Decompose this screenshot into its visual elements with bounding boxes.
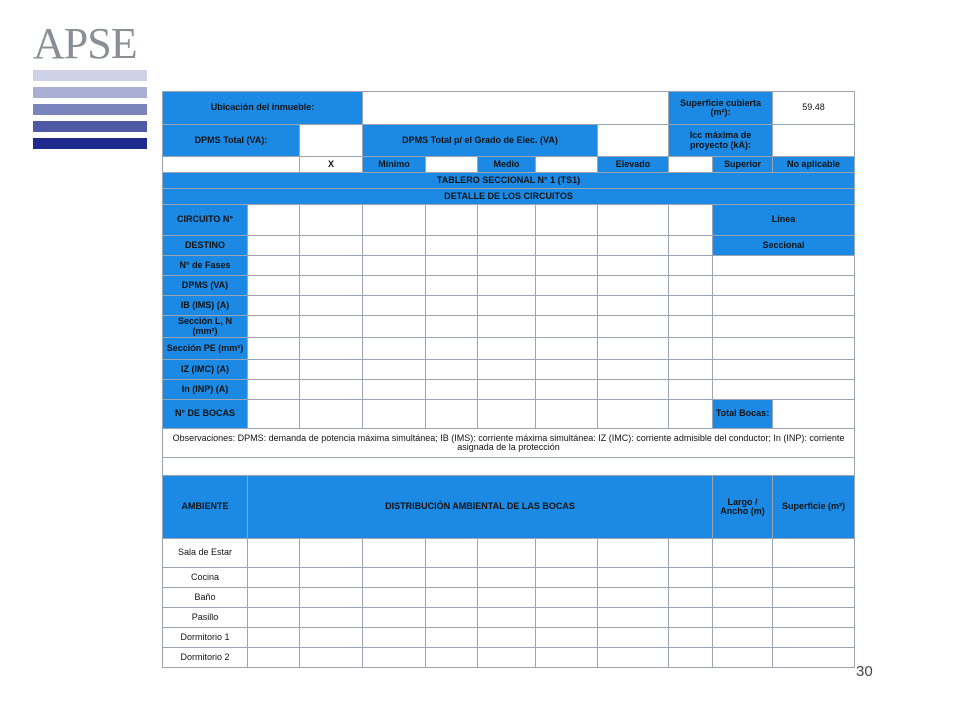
seccion-ln-side-cell[interactable] xyxy=(713,316,855,338)
ambiente-row xyxy=(163,539,855,568)
in-cell[interactable] xyxy=(598,380,669,400)
circuito-cell[interactable] xyxy=(478,205,536,236)
logo-bar-5 xyxy=(33,138,147,149)
row-dpms xyxy=(163,125,855,157)
grado-blank xyxy=(163,157,300,173)
in-cell[interactable] xyxy=(248,380,300,400)
in-cell[interactable] xyxy=(669,380,713,400)
ambiente-label: AMBIENTE xyxy=(163,476,248,539)
linea-label: Línea xyxy=(713,205,855,236)
dpms-grado-field[interactable] xyxy=(598,125,669,157)
bocas-cell[interactable] xyxy=(536,628,598,648)
ambiente-row xyxy=(163,588,855,608)
seccion-ln-cell[interactable] xyxy=(536,316,598,338)
bocas-cell[interactable] xyxy=(426,628,478,648)
in-cell[interactable] xyxy=(426,380,478,400)
row-destino xyxy=(163,236,855,256)
bocas-cell[interactable] xyxy=(536,608,598,628)
seccion-pe-cell[interactable] xyxy=(300,338,363,360)
destino-cell[interactable] xyxy=(248,236,300,256)
seccion-ln-cell[interactable] xyxy=(363,316,426,338)
row-bocas xyxy=(163,400,855,429)
fases-cell[interactable] xyxy=(669,256,713,276)
ib-cell[interactable] xyxy=(363,296,426,316)
bocas-cell[interactable] xyxy=(248,539,300,568)
ib-cell[interactable] xyxy=(300,296,363,316)
destino-cell[interactable] xyxy=(669,236,713,256)
row-ambiente-header xyxy=(163,476,855,539)
bocas-cell[interactable] xyxy=(598,400,669,429)
iz-cell[interactable] xyxy=(363,360,426,380)
spacer-cell xyxy=(163,458,855,476)
circuito-cell[interactable] xyxy=(426,205,478,236)
bocas-cell[interactable] xyxy=(300,539,363,568)
seccion-ln-label: Sección L, N (mm²) xyxy=(163,316,248,338)
distribucion-label: DISTRIBUCIÓN AMBIENTAL DE LAS BOCAS xyxy=(248,476,713,539)
bocas-cell[interactable] xyxy=(248,400,300,429)
superficie-cell[interactable] xyxy=(773,568,855,588)
circuito-cell[interactable] xyxy=(248,205,300,236)
seccion-ln-cell[interactable] xyxy=(300,316,363,338)
largo-ancho-cell[interactable] xyxy=(713,628,773,648)
bocas-cell[interactable] xyxy=(426,539,478,568)
bocas-cell[interactable] xyxy=(300,568,363,588)
row-seccion-pe xyxy=(163,338,855,360)
bocas-cell[interactable] xyxy=(536,648,598,668)
grado-checkbox-medio[interactable] xyxy=(426,157,478,173)
in-cell[interactable] xyxy=(478,380,536,400)
icc-label: Icc máxima de proyecto (kA): xyxy=(669,125,773,157)
iz-cell[interactable] xyxy=(536,360,598,380)
destino-label: DESTINO xyxy=(163,236,248,256)
dpms-va-cell[interactable] xyxy=(363,276,426,296)
row-fases xyxy=(163,256,855,276)
seccion-ln-cell[interactable] xyxy=(426,316,478,338)
bocas-cell[interactable] xyxy=(300,648,363,668)
row-detalle xyxy=(163,189,855,205)
ib-side-cell[interactable] xyxy=(713,296,855,316)
ambiente-row xyxy=(163,628,855,648)
ib-cell[interactable] xyxy=(248,296,300,316)
bocas-cell[interactable] xyxy=(478,648,536,668)
icc-field[interactable] xyxy=(773,125,855,157)
largo-ancho-label: Largo / Ancho (m) xyxy=(713,476,773,539)
seccional-label: Seccional xyxy=(713,236,855,256)
destino-cell[interactable] xyxy=(426,236,478,256)
dpms-va-cell[interactable] xyxy=(598,276,669,296)
fases-cell[interactable] xyxy=(426,256,478,276)
largo-ancho-cell[interactable] xyxy=(713,588,773,608)
observaciones-text: Observaciones: DPMS: demanda de potencia máxima simultánea; IB (IMS): corriente máxima simultánea: IZ (IMC): corriente admisible del conductor; In (INP): corriente asignada de la protección xyxy=(163,429,855,458)
grado-label-superior: Superior xyxy=(713,157,773,173)
circuito-cell[interactable] xyxy=(536,205,598,236)
iz-label: IZ (IMC) (A) xyxy=(163,360,248,380)
seccion-pe-cell[interactable] xyxy=(598,338,669,360)
bocas-cell[interactable] xyxy=(598,588,669,608)
ambiente-name: Dormitorio 1 xyxy=(163,628,248,648)
superficie-cell[interactable] xyxy=(773,588,855,608)
grado-label-no-aplicable: No aplicable xyxy=(773,157,855,173)
ib-cell[interactable] xyxy=(598,296,669,316)
ambiente-row xyxy=(163,608,855,628)
logo-bar-1 xyxy=(33,70,147,81)
in-side-cell[interactable] xyxy=(713,380,855,400)
bocas-cell[interactable] xyxy=(669,628,713,648)
iz-side-cell[interactable] xyxy=(713,360,855,380)
grado-label-medio: Medio xyxy=(478,157,536,173)
largo-ancho-cell[interactable] xyxy=(713,648,773,668)
ib-cell[interactable] xyxy=(669,296,713,316)
bocas-label: N° DE BOCAS xyxy=(163,400,248,429)
superficie-cell[interactable] xyxy=(773,539,855,568)
bocas-cell[interactable] xyxy=(669,539,713,568)
logo-bar-3 xyxy=(33,104,147,115)
ib-cell[interactable] xyxy=(478,296,536,316)
in-cell[interactable] xyxy=(536,380,598,400)
bocas-cell[interactable] xyxy=(598,628,669,648)
total-bocas-label: Total Bocas: xyxy=(713,400,773,429)
bocas-cell[interactable] xyxy=(669,648,713,668)
superficie-cell[interactable] xyxy=(773,628,855,648)
dpms-total-label: DPMS Total (VA): xyxy=(163,125,300,157)
bocas-cell[interactable] xyxy=(478,568,536,588)
largo-ancho-cell[interactable] xyxy=(713,608,773,628)
ambiente-name: Dormitorio 2 xyxy=(163,648,248,668)
bocas-cell[interactable] xyxy=(669,588,713,608)
row-grado xyxy=(163,157,855,173)
ib-label: IB (IMS) (A) xyxy=(163,296,248,316)
seccion-pe-cell[interactable] xyxy=(426,338,478,360)
fases-cell[interactable] xyxy=(536,256,598,276)
seccion-pe-cell[interactable] xyxy=(669,338,713,360)
row-seccion-ln xyxy=(163,316,855,338)
ib-cell[interactable] xyxy=(536,296,598,316)
bocas-cell[interactable] xyxy=(478,608,536,628)
bocas-cell[interactable] xyxy=(669,568,713,588)
destino-cell[interactable] xyxy=(300,236,363,256)
bocas-cell[interactable] xyxy=(478,588,536,608)
dpms-va-cell[interactable] xyxy=(248,276,300,296)
in-cell[interactable] xyxy=(300,380,363,400)
ib-cell[interactable] xyxy=(426,296,478,316)
destino-cell[interactable] xyxy=(598,236,669,256)
superficie-cubierta-label: Superficie cubierta (m²): xyxy=(669,92,773,125)
bocas-cell[interactable] xyxy=(248,648,300,668)
ambiente-name: Pasillo xyxy=(163,608,248,628)
bocas-cell[interactable] xyxy=(426,568,478,588)
bocas-cell[interactable] xyxy=(669,608,713,628)
apse-logo xyxy=(33,19,147,149)
dpms-total-field[interactable] xyxy=(300,125,363,157)
iz-cell[interactable] xyxy=(300,360,363,380)
bocas-cell[interactable] xyxy=(300,608,363,628)
seccion-ln-cell[interactable] xyxy=(669,316,713,338)
bocas-cell[interactable] xyxy=(248,608,300,628)
row-ib xyxy=(163,296,855,316)
row-in xyxy=(163,380,855,400)
bocas-cell[interactable] xyxy=(363,588,426,608)
tablero-title: TABLERO SECCIONAL N° 1 (TS1) xyxy=(163,173,855,189)
dpms-va-cell[interactable] xyxy=(300,276,363,296)
total-bocas-field[interactable] xyxy=(773,400,855,429)
bocas-cell[interactable] xyxy=(478,628,536,648)
ubicacion-field[interactable] xyxy=(363,92,669,125)
row-tablero xyxy=(163,173,855,189)
bocas-cell[interactable] xyxy=(300,588,363,608)
form-document xyxy=(162,91,854,668)
bocas-cell[interactable] xyxy=(598,608,669,628)
bocas-cell[interactable] xyxy=(363,608,426,628)
seccion-ln-cell[interactable] xyxy=(248,316,300,338)
seccion-pe-label: Sección PE (mm²) xyxy=(163,338,248,360)
circuit-form-table xyxy=(162,91,855,668)
bocas-cell[interactable] xyxy=(598,539,669,568)
row-ubicacion xyxy=(163,92,855,125)
dpms-va-cell[interactable] xyxy=(478,276,536,296)
bocas-cell[interactable] xyxy=(426,648,478,668)
bocas-cell[interactable] xyxy=(536,400,598,429)
logo-text: APSE xyxy=(33,19,137,68)
bocas-cell[interactable] xyxy=(536,568,598,588)
fases-label: N° de Fases xyxy=(163,256,248,276)
bocas-cell[interactable] xyxy=(363,539,426,568)
circuito-cell[interactable] xyxy=(669,205,713,236)
circuito-cell[interactable] xyxy=(300,205,363,236)
iz-cell[interactable] xyxy=(478,360,536,380)
superficie-cell[interactable] xyxy=(773,648,855,668)
ambiente-name: Baño xyxy=(163,588,248,608)
row-circuito xyxy=(163,205,855,236)
bocas-cell[interactable] xyxy=(478,539,536,568)
grado-checkbox-superior[interactable] xyxy=(669,157,713,173)
grado-checkbox-minimo[interactable]: X xyxy=(300,157,363,173)
superficie-label: Superficie (m²) xyxy=(773,476,855,539)
dpms-grado-label: DPMS Total p/ el Grado de Elec. (VA) xyxy=(363,125,598,157)
ambiente-row xyxy=(163,568,855,588)
bocas-cell[interactable] xyxy=(426,608,478,628)
bocas-cell[interactable] xyxy=(536,539,598,568)
dpms-va-side-cell[interactable] xyxy=(713,276,855,296)
largo-ancho-cell[interactable] xyxy=(713,539,773,568)
fases-side-cell[interactable] xyxy=(713,256,855,276)
bocas-cell[interactable] xyxy=(248,568,300,588)
bocas-cell[interactable] xyxy=(363,568,426,588)
row-iz xyxy=(163,360,855,380)
fases-cell[interactable] xyxy=(300,256,363,276)
destino-cell[interactable] xyxy=(536,236,598,256)
bocas-cell[interactable] xyxy=(598,648,669,668)
seccion-pe-side-cell[interactable] xyxy=(713,338,855,360)
circuito-label: CIRCUITO N° xyxy=(163,205,248,236)
dpms-va-cell[interactable] xyxy=(669,276,713,296)
in-cell[interactable] xyxy=(363,380,426,400)
seccion-pe-cell[interactable] xyxy=(478,338,536,360)
circuito-cell[interactable] xyxy=(598,205,669,236)
iz-cell[interactable] xyxy=(598,360,669,380)
seccion-pe-cell[interactable] xyxy=(536,338,598,360)
ambiente-name: Cocina xyxy=(163,568,248,588)
bocas-cell[interactable] xyxy=(536,588,598,608)
bocas-cell[interactable] xyxy=(478,400,536,429)
destino-cell[interactable] xyxy=(363,236,426,256)
fases-cell[interactable] xyxy=(248,256,300,276)
seccion-ln-cell[interactable] xyxy=(478,316,536,338)
seccion-pe-cell[interactable] xyxy=(363,338,426,360)
logo-bar-2 xyxy=(33,87,147,98)
bocas-cell[interactable] xyxy=(248,588,300,608)
bocas-cell[interactable] xyxy=(426,588,478,608)
logo-bar-4 xyxy=(33,121,147,132)
largo-ancho-cell[interactable] xyxy=(713,568,773,588)
page-number: 30 xyxy=(856,663,873,680)
fases-cell[interactable] xyxy=(363,256,426,276)
superficie-cubierta-value[interactable]: 59.48 xyxy=(773,92,855,125)
circuito-cell[interactable] xyxy=(363,205,426,236)
ambiente-row xyxy=(163,648,855,668)
bocas-cell[interactable] xyxy=(363,628,426,648)
fases-cell[interactable] xyxy=(478,256,536,276)
grado-label-elevado: Elevado xyxy=(598,157,669,173)
bocas-cell[interactable] xyxy=(300,400,363,429)
superficie-cell[interactable] xyxy=(773,608,855,628)
row-dpms-va xyxy=(163,276,855,296)
row-spacer xyxy=(163,458,855,476)
row-observaciones xyxy=(163,429,855,458)
seccion-pe-cell[interactable] xyxy=(248,338,300,360)
seccion-ln-cell[interactable] xyxy=(598,316,669,338)
bocas-cell[interactable] xyxy=(598,568,669,588)
bocas-cell[interactable] xyxy=(669,400,713,429)
detalle-title: DETALLE DE LOS CIRCUITOS xyxy=(163,189,855,205)
iz-cell[interactable] xyxy=(669,360,713,380)
dpms-va-cell[interactable] xyxy=(536,276,598,296)
destino-cell[interactable] xyxy=(478,236,536,256)
bocas-cell[interactable] xyxy=(248,628,300,648)
bocas-cell[interactable] xyxy=(300,628,363,648)
dpms-va-cell[interactable] xyxy=(426,276,478,296)
in-label: In (INP) (A) xyxy=(163,380,248,400)
ubicacion-label: Ubicación del inmueble: xyxy=(163,92,363,125)
fases-cell[interactable] xyxy=(598,256,669,276)
iz-cell[interactable] xyxy=(248,360,300,380)
grado-checkbox-elevado[interactable] xyxy=(536,157,598,173)
bocas-cell[interactable] xyxy=(426,400,478,429)
iz-cell[interactable] xyxy=(426,360,478,380)
bocas-cell[interactable] xyxy=(363,400,426,429)
ambiente-name: Sala de Estar xyxy=(163,539,248,568)
grado-label-minimo: Mínimo xyxy=(363,157,426,173)
bocas-cell[interactable] xyxy=(363,648,426,668)
dpms-va-label: DPMS (VA) xyxy=(163,276,248,296)
